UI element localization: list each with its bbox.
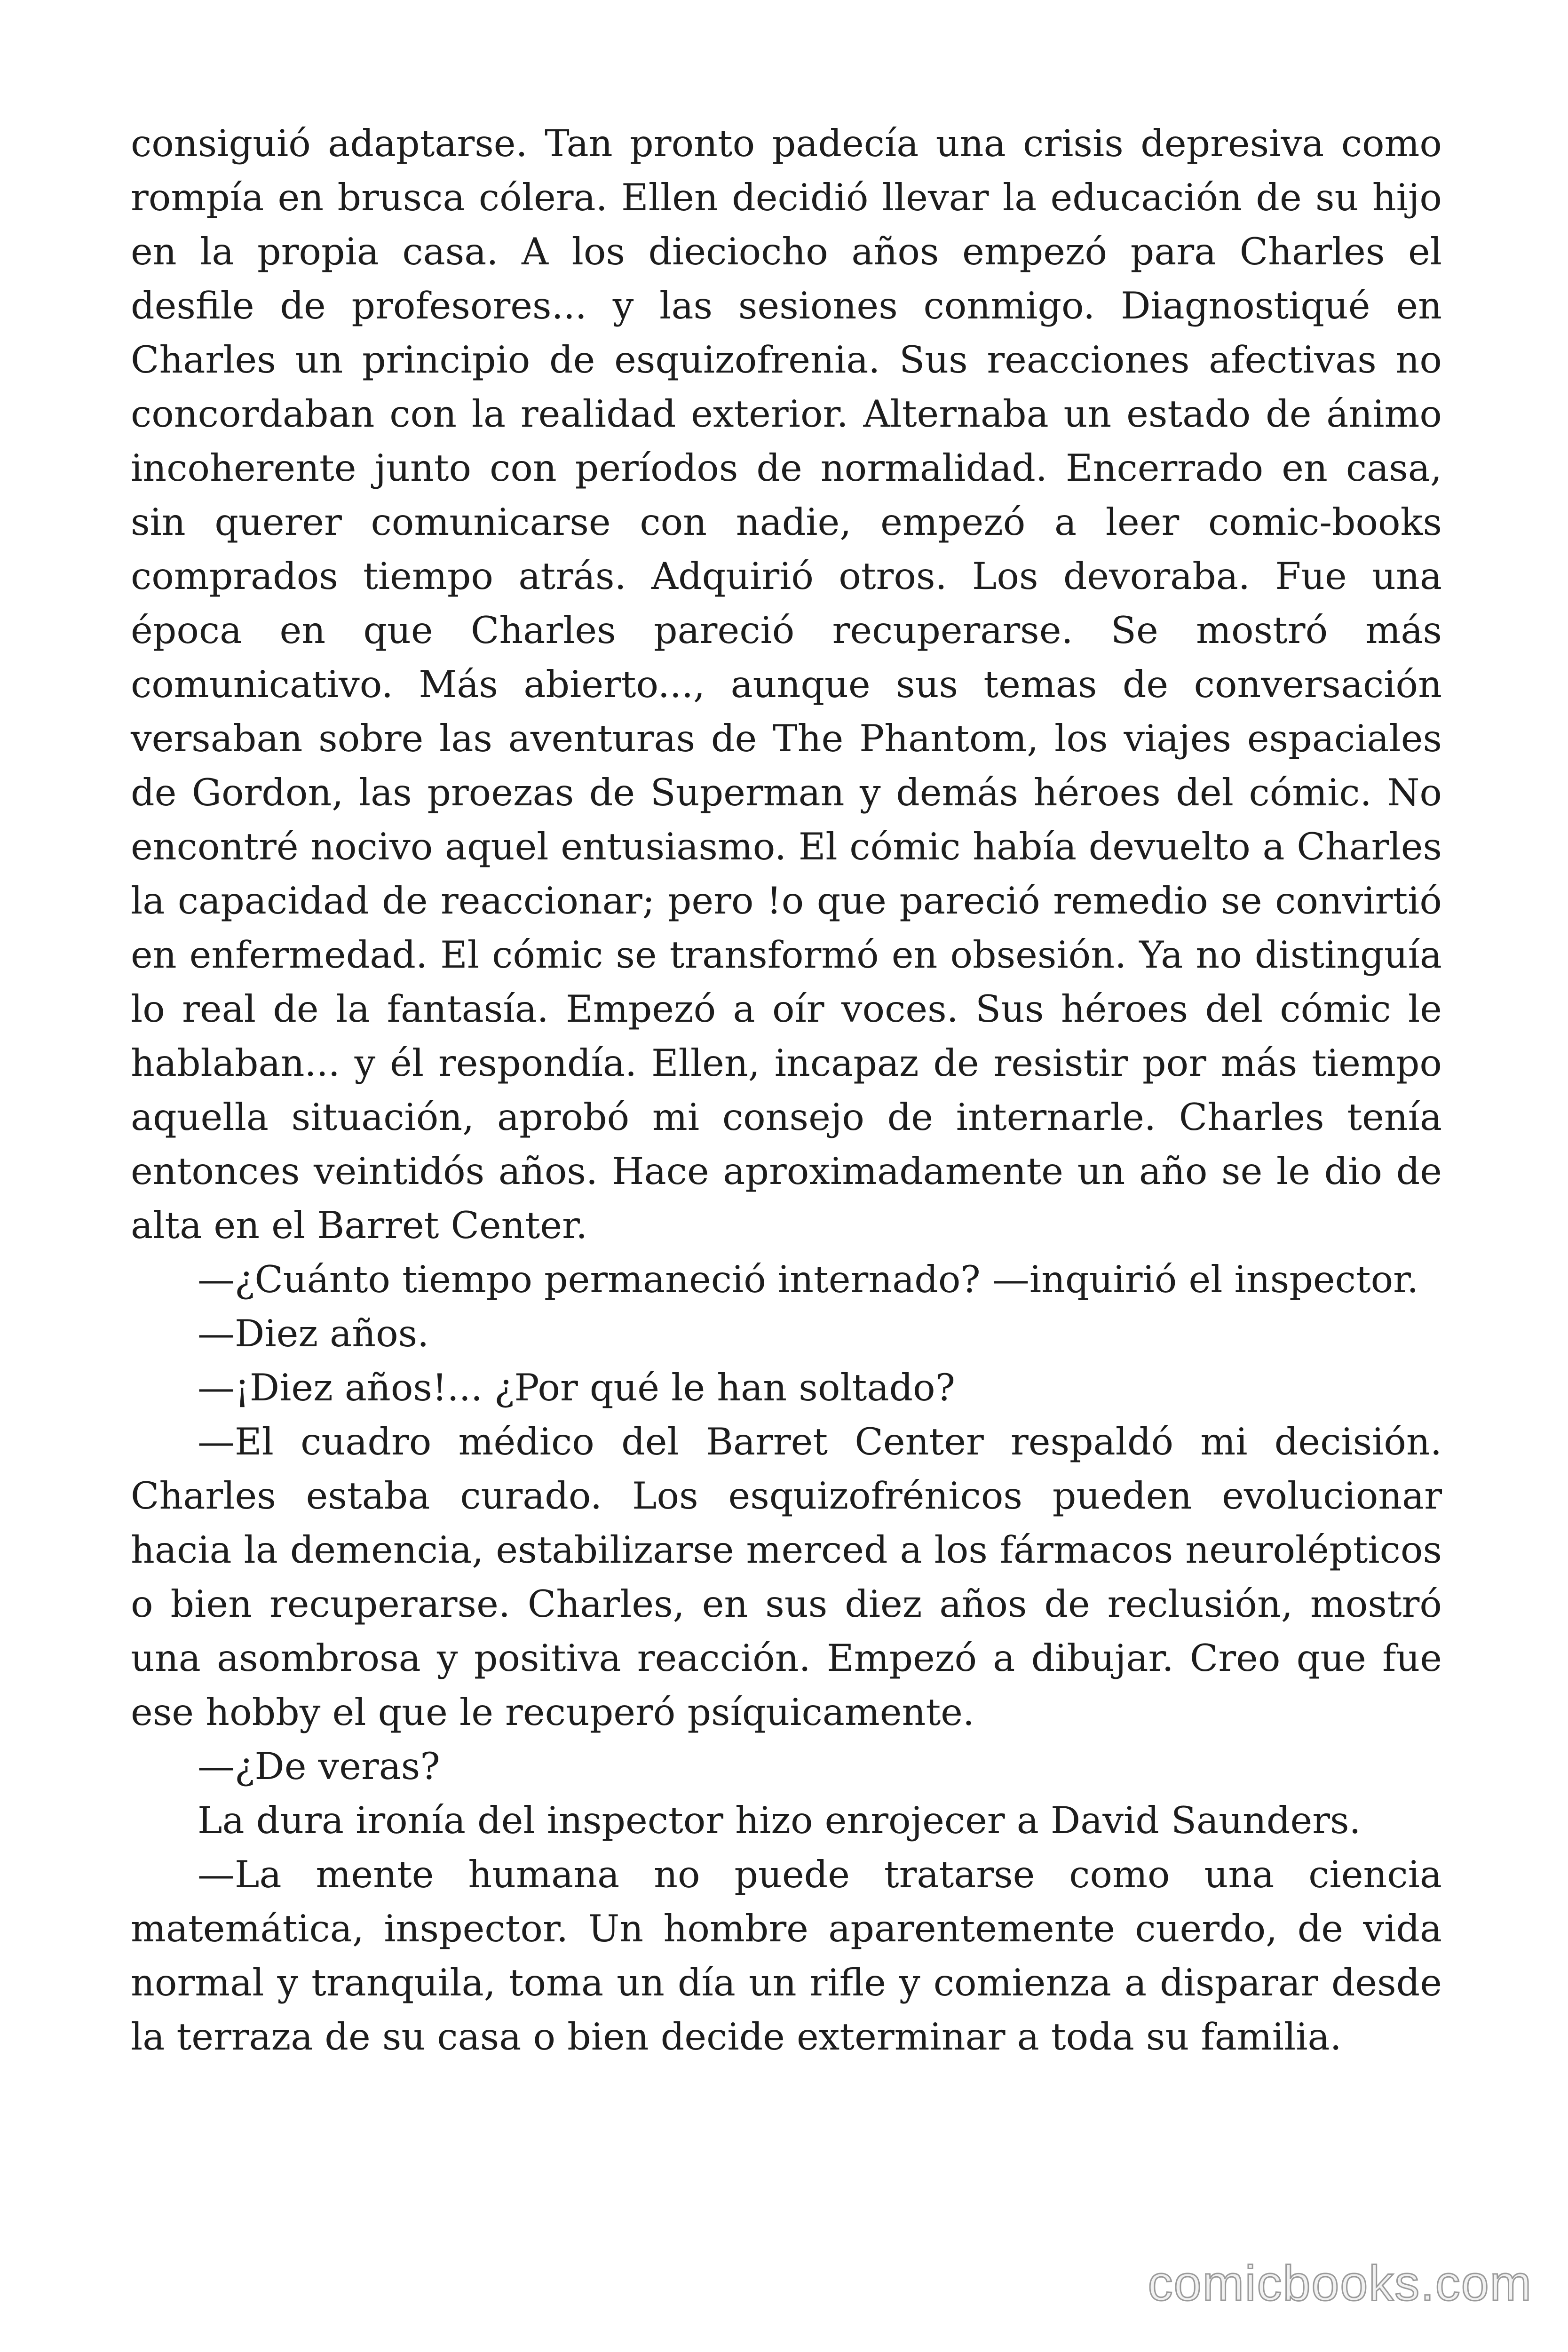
- book-page-text: [131, 117, 1442, 2064]
- watermark-logo: [1139, 2256, 1534, 2312]
- paragraph: —¡Diez años!... ¿Por qué le han soltado?: [198, 1366, 955, 1409]
- paragraph: —Diez años.: [198, 1312, 429, 1355]
- paragraph: —¿Cuánto tiempo permaneció internado? —inquirió el inspector.: [198, 1258, 1419, 1301]
- paragraph: —El cuadro médico del Barret Center respaldó mi decisión. Charles estaba curado. Los esquizofrénicos pueden evolucionar hacia la demencia, estabilizarse merced a los fármacos neurolépticos o bien recuperarse. Charles, en sus diez años de reclusión, mostró una asombrosa y positiva reacción. Empezó a dibujar. Creo que fue ese hobby el que le recuperó psíquicamente.: [131, 1420, 1442, 1734]
- paragraph: consiguió adaptarse. Tan pronto padecía una crisis depresiva como rompía en brusca cólera. Ellen decidió llevar la educación de su hijo en la propia casa. A los dieciocho años empezó para Charles el desfile de profesores... y las sesiones conmigo. Diagnostiqué en Charles un principio de esquizofrenia. Sus reacciones afectivas no concordaban con la realidad exterior. Alternaba un estado de ánimo incoherente junto con períodos de normalidad. Encerrado en casa, sin querer comunicarse con nadie, empezó a leer comic-books comprados tiempo atrás. Adquirió otros. Los devoraba. Fue una época en que Charles pareció recuperarse. Se mostró más comunicativo. Más abierto..., aunque sus temas de conversación versaban sobre las aventuras de The Phantom, los viajes espaciales de Gordon, las proezas de Superman y demás héroes del cómic. No encontré nocivo aquel entusiasmo. El cómic había devuelto a Charles la capacidad de reaccionar; pero !o que pareció remedio se convirtió en enfermedad. El cómic se transformó en obsesión. Ya no distinguía lo real de la fantasía. Empezó a oír voces. Sus héroes del cómic le hablaban... y él respondía. Ellen, incapaz de resistir por más tiempo aquella situación, aprobó mi consejo de internarle. Charles tenía entonces veintidós años. Hace aproximadamente un año se le dio de alta en el Barret Center.: [131, 122, 1442, 1247]
- paragraph: La dura ironía del inspector hizo enrojecer a David Saunders.: [198, 1799, 1361, 1842]
- paragraph: —La mente humana no puede tratarse como una ciencia matemática, inspector. Un hombre aparentemente cuerdo, de vida normal y tranquila, toma un día un rifle y comienza a disparar desde la terraza de su casa o bien decide exterminar a toda su familia.: [131, 1853, 1442, 2058]
- watermark-text: comicbooks.com: [1148, 2256, 1532, 2311]
- paragraph: —¿De veras?: [198, 1745, 440, 1788]
